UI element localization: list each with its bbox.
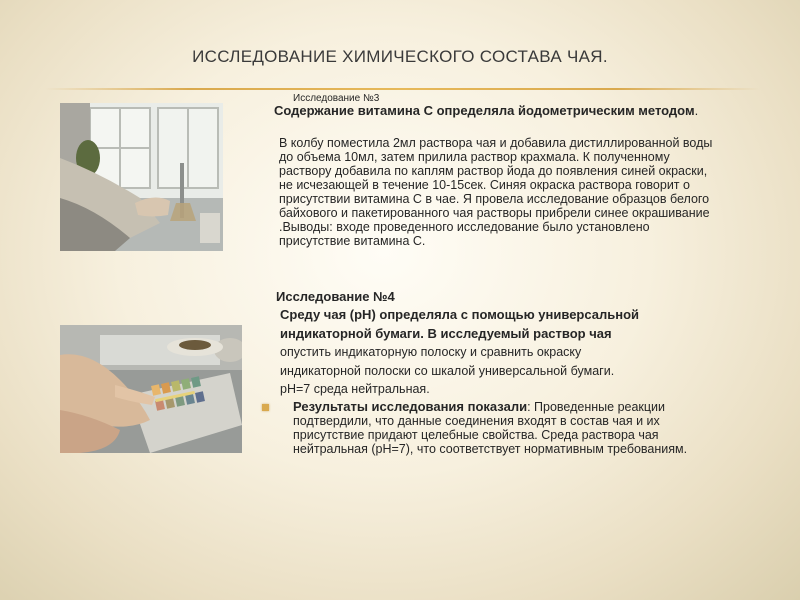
study3-heading-text: Содержание витамина С определяла йодометрическим методом (274, 103, 695, 118)
study3-heading-end: . (694, 103, 699, 118)
results-body: Проведенные реакции подтвердили, что данные соединения входят в состав чая и их присутствие придают целебные свойства. Среда раствора чая нейтральная (рН=7), что соответствует нормативным требованиям. (293, 400, 688, 456)
study3-label: Исследование №3 (293, 93, 380, 104)
study4-line-3: опустить индикаторную полоску и сравнить окраску (280, 345, 582, 359)
study4-label: Исследование №4 (276, 289, 395, 304)
ph-indicator-photo (60, 325, 242, 453)
study4-bold-line-2: индикаторной бумаги. В исследуемый раствор чая (280, 326, 612, 341)
study3-heading (274, 103, 714, 118)
results-colon: : (527, 400, 531, 414)
study4-line-4: индикаторной полоски со шкалой универсальной бумаги. (280, 364, 615, 378)
results-paragraph (293, 400, 723, 456)
title-underline (45, 88, 760, 90)
study3-body: В колбу поместила 2мл раствора чая и добавила дистиллированной воды до объема 10мл, затем прилила раствор крахмала. К полученному раствору добавила по каплям раствор йода до появления синей окраски, не исчезающей в течение 10-15сек. Синяя окраска раствора говорит о присутствии витамина С в чае. Я провела исследование образцов белого байхового и пакетированного чая растворы прибрели синее окрашивание .Выводы: входе проведенного исследование было установлено присутствие витамина С. (279, 136, 713, 248)
study4-line-5: рН=7 среда нейтральная. (280, 382, 430, 396)
study4-bold-line-1: Среду чая (рН) определяла с помощью универсальной (280, 307, 640, 322)
slide-title: ИССЛЕДОВАНИЕ ХИМИЧЕСКОГО СОСТАВА ЧАЯ. (192, 47, 608, 66)
results-label: Результаты исследования показали (293, 399, 528, 414)
titration-photo (60, 103, 223, 251)
results-bullet-icon (262, 404, 269, 411)
